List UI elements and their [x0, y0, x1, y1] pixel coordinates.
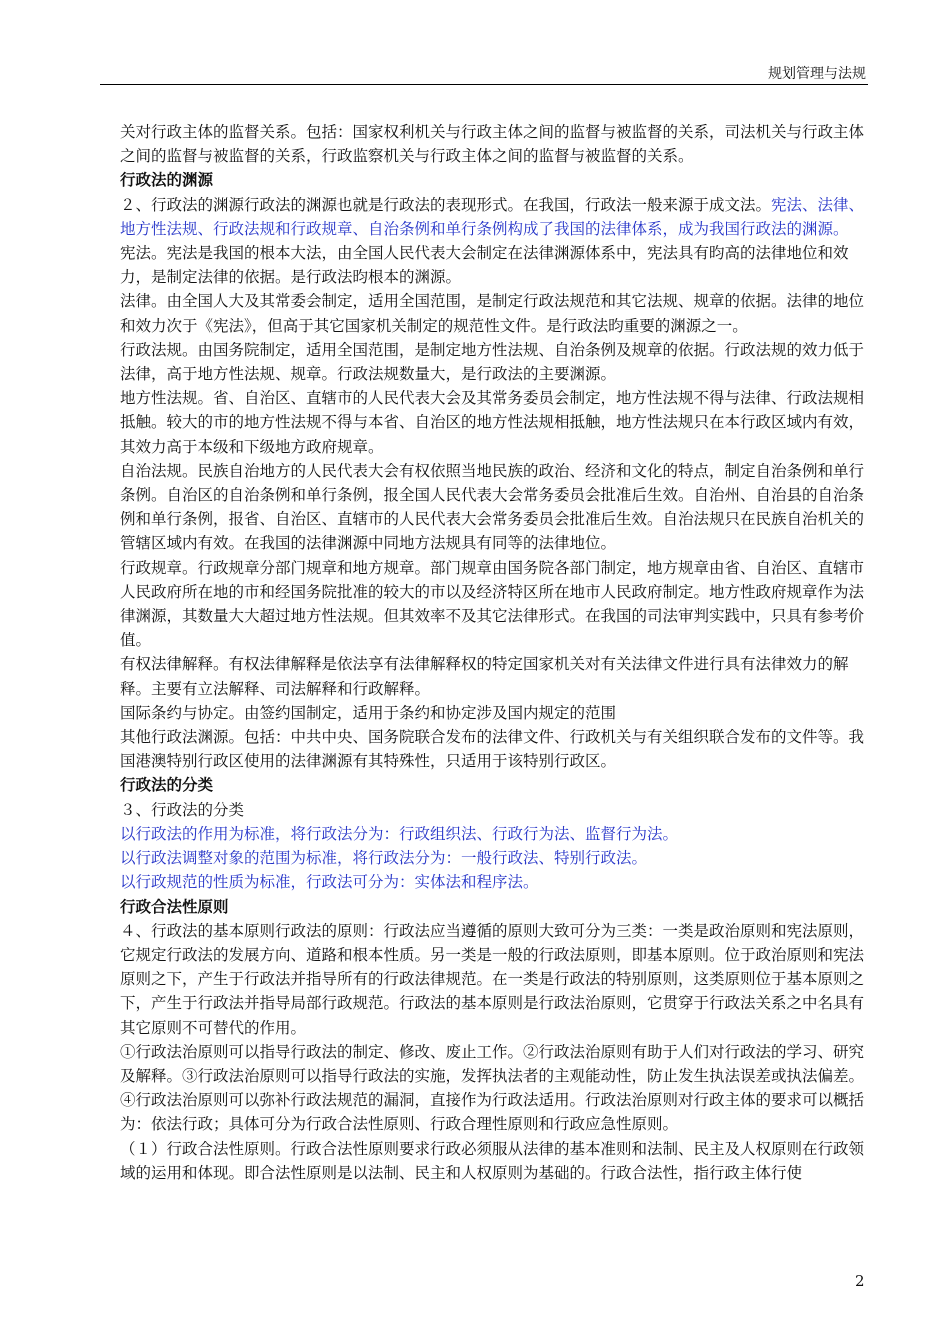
document-body [120, 120, 872, 1185]
section-heading: 行政合法性原则 [120, 896, 229, 916]
page-header [100, 66, 868, 85]
paragraph: 有权法律解释。有权法律解释是依法享有法律解释权的特定国家机关对有关法律文件进行具有法律效力的解释。主要有立法解释、司法解释和行政解释。 [120, 655, 849, 698]
paragraph: 关对行政主体的监督关系。包括：国家权利机关与行政主体之间的监督与被监督的关系，司法机关与行政主体之间的监督与被监督的关系，行政监察机关与行政主体之间的监督与被监督的关系。 [120, 123, 865, 166]
section-heading: 行政法的渊源 [120, 170, 214, 190]
paragraph: 行政规章。行政规章分部门规章和地方规章。部门规章由国务院各部门制定，地方规章由省、自治区、直辖市人民政府所在地的市和经国务院批准的较大的市以及经济特区所在地市人民政府制定。地方性政府规章作为法律渊源，其数量大大超过地方性法规。但其效率不及其它法律形式。在我国的司法审判实践中，只具有参考价值。 [120, 558, 865, 650]
classification-item: 以行政规范的性质为标准，行政法可分为：实体法和程序法。 [120, 873, 539, 892]
paragraph: 其他行政法渊源。包括：中共中央、国务院联合发布的法律文件、行政机关与有关组织联合发布的文件等。我国港澳特别行政区使用的法律渊源有其特殊性，只适用于该特别行政区。 [120, 728, 865, 771]
header-title: 规划管理与法规 [768, 66, 866, 82]
paragraph: 法律。由全国人大及其常委会制定，适用全国范围，是制定行政法规范和其它法规、规章的依据。法律的地位和效力次于《宪法》，但高于其它国家机关制定的规范性文件。是行政法昀重要的渊源之一。 [120, 292, 865, 335]
section-heading: 行政法的分类 [120, 775, 214, 795]
paragraph: （１）行政合法性原则。行政合法性原则要求行政必须服从法律的基本准则和法制、民主及人权原则在行政领域的运用和体现。即合法性原则是以法制、民主和人权原则为基础的。行政合法性，指行政主体行使 [120, 1139, 865, 1182]
paragraph: 国际条约与协定。由签约国制定，适用于条约和协定涉及国内规定的范围 [120, 703, 617, 722]
paragraph: ３、行政法的分类 [120, 800, 245, 819]
paragraph: 自治法规。民族自治地方的人民代表大会有权依照当地民族的政治、经济和文化的特点，制定自治条例和单行条例。自治区的自治条例和单行条例，报全国人民代表大会常务委员会批准后生效。自治州、自治县的自治条例和单行条例，报省、自治区、直辖市的人民代表大会常务委员会批准后生效。自治法规只在民族自治机关的管辖区域内有效。在我国的法律渊源中同地方法规具有同等的法律地位。 [120, 461, 865, 553]
paragraph: ４、行政法的基本原则行政法的原则：行政法应当遵循的原则大致可分为三类：一类是政治原则和宪法原则，它规定行政法的发展方向、道路和根本性质。另一类是一般的行政法原则，即基本原则。位于政治原则和宪法原则之下，产生于行政法并指导所有的行政法律规范。在一类是行政法的特别原则，这类原则位于基本原则之下，产生于行政法并指导局部行政规范。行政法的基本原则是行政法治原则，它贯穿于行政法关系之中名具有其它原则不可替代的作用。 [120, 921, 865, 1037]
paragraph: 地方性法规。省、自治区、直辖市的人民代表大会及其常务委员会制定，地方性法规不得与法律、行政法规相抵触。较大的市的地方性法规不得与本省、自治区的地方性法规相抵触，地方性法规只在本行政区域内有效，其效力高于本级和下级地方政府规章。 [120, 389, 865, 456]
paragraph: ①行政法治原则可以指导行政法的制定、修改、废止工作。②行政法治原则有助于人们对行政法的学习、研究及解释。③行政法治原则可以指导行政法的实施，发挥执法者的主观能动性，防止发生执法误差或执法偏差。④行政法治原则可以弥补行政法规范的漏洞，直接作为行政法适用。行政法治原则对行政主体的要求可以概括为：依法行政；具体可分为行政合法性原则、行政合理性原则和行政应急性原则。 [120, 1042, 865, 1134]
page-number: 2 [855, 1272, 865, 1290]
paragraph: 宪法。宪法是我国的根本大法，由全国人民代表大会制定在法律渊源体系中，宪法具有昀高的法律地位和效力，是制定法律的依据。是行政法昀根本的渊源。 [120, 244, 849, 287]
highlighted-text: 宪法、法律、地方性法规、行政法规和行政规章、自治条例和单行条例构成了我国的法律体系，成为我国行政法的渊源。 [120, 195, 865, 238]
classification-item: 以行政法的作用为标准，将行政法分为：行政组织法、行政行为法、监督行为法。 [120, 824, 679, 843]
paragraph-text: ２、行政法的渊源行政法的渊源也就是行政法的表现形式。在我国，行政法一般来源于成文法。 [120, 195, 772, 214]
classification-item: 以行政法调整对象的范围为标准，将行政法分为：一般行政法、特别行政法。 [120, 849, 648, 868]
paragraph: 行政法规。由国务院制定，适用全国范围，是制定地方性法规、自治条例及规章的依据。行政法规的效力低于法律，高于地方性法规、规章。行政法规数量大，是行政法的主要渊源。 [120, 340, 865, 384]
paragraph [120, 193, 872, 241]
